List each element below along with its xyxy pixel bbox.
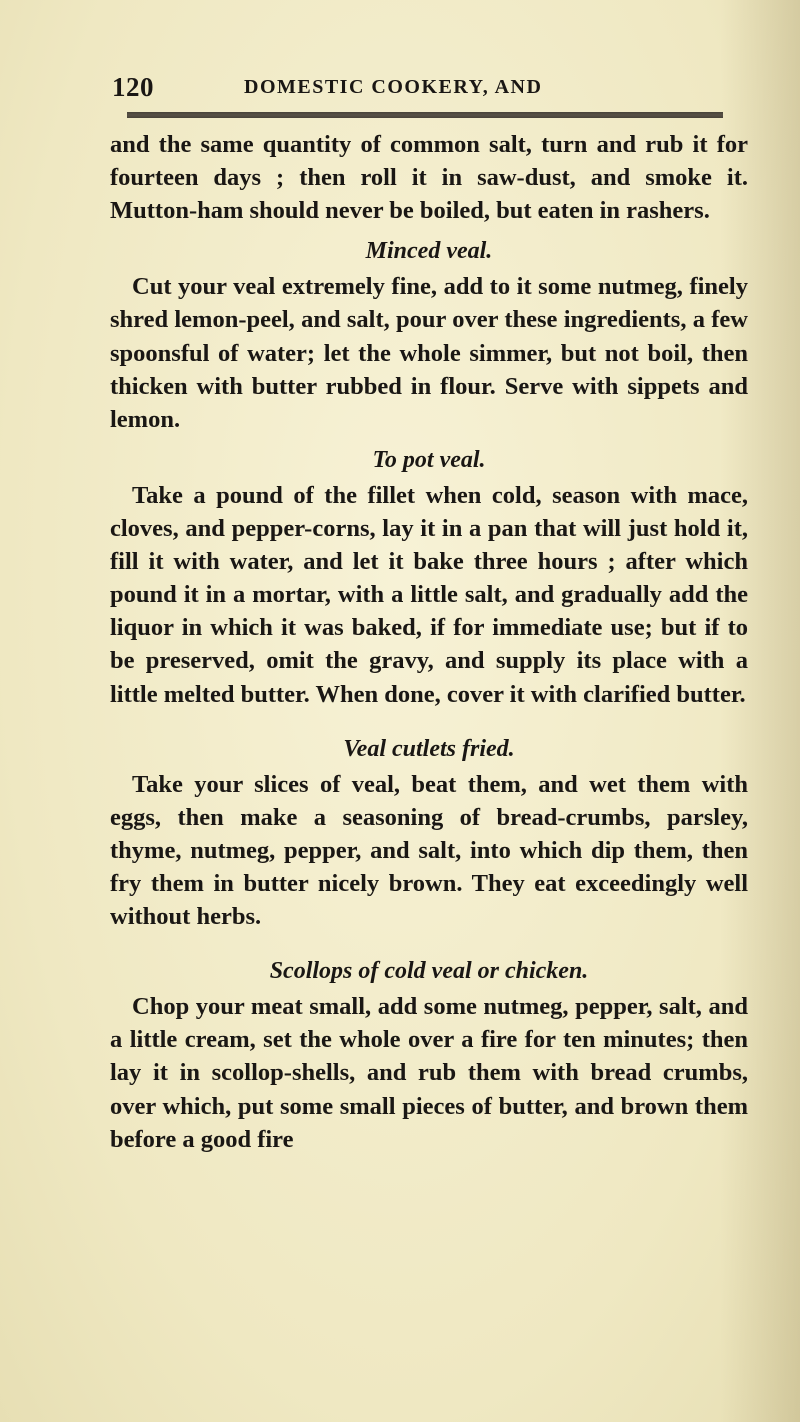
recipe-text-scollops: Chop your meat small, add some nutmeg, pepper, salt, and a little cream, set the whole over a fire for ten minutes; then lay it in scollop-shells, and rub them with bread crumbs, over which, put some small pieces of butter, and brown them before a good fire bbox=[110, 993, 748, 1153]
section-gap bbox=[110, 711, 748, 725]
running-title: DOMESTIC COOKERY, AND bbox=[244, 76, 543, 98]
recipe-text-veal-cutlets: Take your slices of veal, beat them, and wet them with eggs, then make a seasoning of bread-crumbs, parsley, thyme, nutmeg, pepper, and salt, into which dip them, then fry them in butter nicely brown. They eat exceedingly well without herbs. bbox=[110, 770, 748, 931]
header-rule bbox=[127, 112, 723, 118]
intro-paragraph: and the same quantity of common salt, turn and rub it for fourteen days ; then roll it in saw-dust, and smoke it. Mutton-ham should never be boiled, but eaten in rashers. bbox=[110, 131, 748, 225]
recipe-text-minced-veal: Cut your veal extremely fine, add to it some nutmeg, finely shred lemon-peel, and salt, pour over these ingredients, a few spoonsful of water; let the whole simmer, but not boil, then thicken with butter rubbed in flour. Serve with sippets and lemon. bbox=[110, 273, 748, 433]
page-text bbox=[110, 128, 748, 1156]
recipe-text-pot-veal: Take a pound of the fillet when cold, season with mace, cloves, and pepper-corns, lay it in a pan that will just hold it, fill it with water, and let it bake three hours ; after which pound it in a mortar, with a little salt, and gradually add the liquor in which it was baked, if for immediate use; but if to be preserved, omit the gravy, and supply its place with a little melted butter. When done, cover it with clarified butter. bbox=[110, 481, 748, 708]
page-number: 120 bbox=[112, 72, 154, 102]
section-gap bbox=[110, 933, 748, 947]
recipe-heading-minced-veal: Minced veal. bbox=[365, 238, 493, 265]
recipe-heading-pot-veal: To pot veal. bbox=[372, 446, 486, 473]
running-head bbox=[112, 72, 732, 106]
recipe-heading-scollops: Scollops of cold veal or chicken. bbox=[269, 958, 589, 985]
recipe-heading-veal-cutlets: Veal cutlets fried. bbox=[343, 735, 515, 762]
